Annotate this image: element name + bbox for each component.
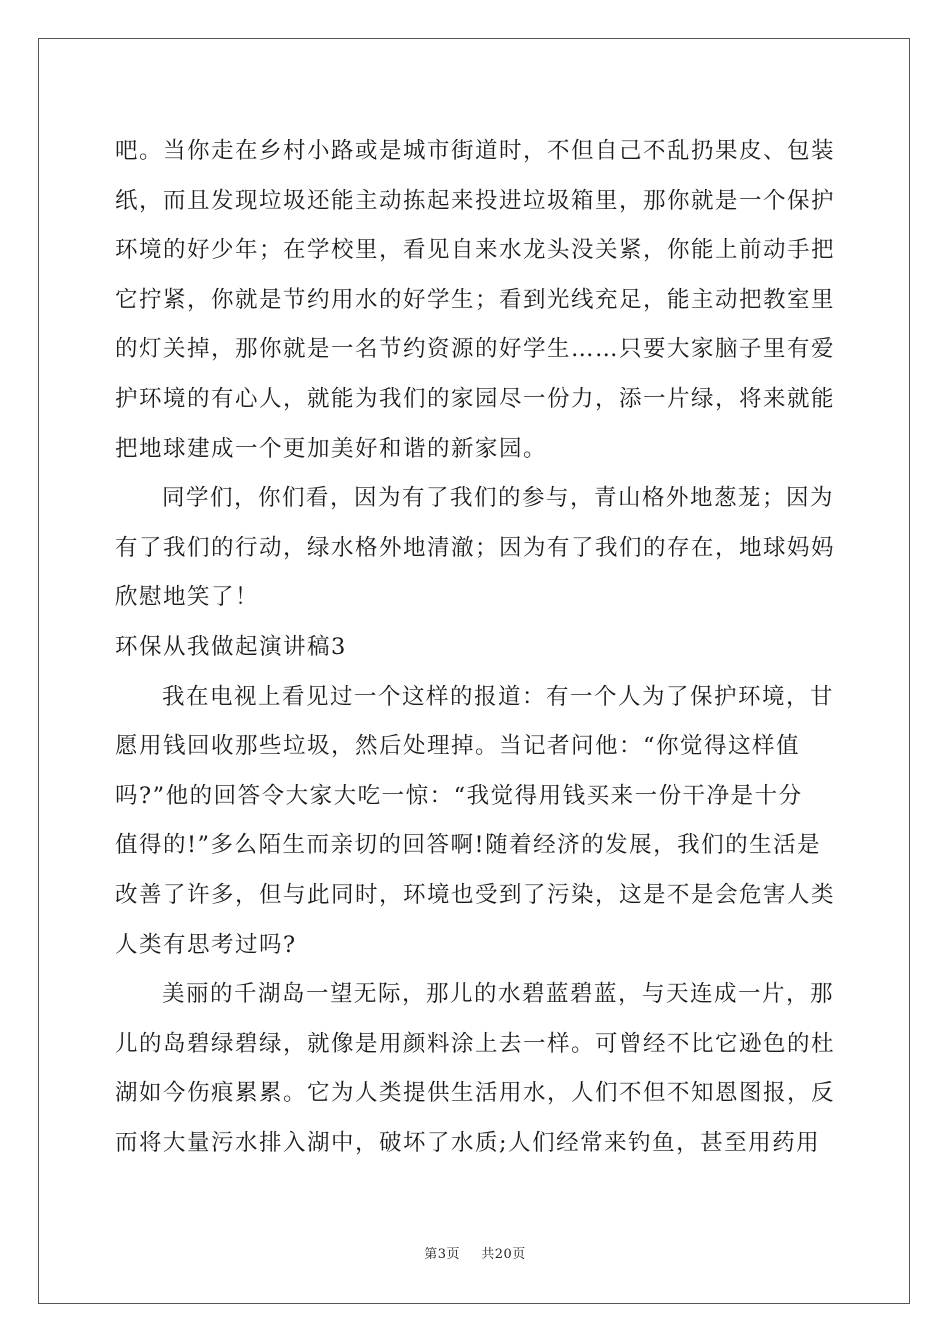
page-number: 第3页	[424, 1247, 460, 1262]
text-line: 值得的!”多么陌生而亲切的回答啊!随着经济的发展，我们的生活是	[115, 832, 822, 859]
text-line: 人类有思考过吗?	[115, 931, 297, 958]
text-line: 美丽的千湖岛一望无际，那儿的水碧蓝碧蓝，与天连成一片，那	[162, 981, 835, 1008]
text-line: 有了我们的行动，绿水格外地清澈；因为有了我们的存在，地球妈妈	[115, 534, 836, 561]
text-line: 护环境的有心人，就能为我们的家园尽一份力，添一片绿，将来就能	[115, 385, 836, 412]
text-line: 环境的好少年；在学校里，看见自来水龙头没关紧，你能上前动手把	[115, 237, 836, 264]
text-line: 湖如今伤痕累累。它为人类提供生活用水，人们不但不知恩图报，反	[115, 1080, 836, 1107]
text-line: 而将大量污水排入湖中，破坏了水质;人们经常来钓鱼，甚至用药用	[115, 1129, 821, 1156]
text-line: 愿用钱回收那些垃圾，然后处理掉。当记者问他：“你觉得这样值	[115, 733, 801, 760]
text-line: 把地球建成一个更加美好和谐的新家园。	[115, 435, 548, 462]
text-line: 纸，而且发现垃圾还能主动拣起来投进垃圾箱里，那你就是一个保护	[115, 187, 836, 214]
text-line: 欣慰地笑了！	[115, 584, 260, 611]
text-line: 环保从我做起演讲稿3	[115, 633, 347, 660]
text-line: 改善了许多，但与此同时，环境也受到了污染，这是不是会危害人类	[115, 881, 836, 908]
text-line: 吗?”他的回答令大家大吃一惊：“我觉得用钱买来一份干净是十分	[115, 782, 803, 809]
document-body	[115, 127, 837, 1168]
text-line: 的灯关掉，那你就是一名节约资源的好学生……只要大家脑子里有爱	[115, 336, 836, 363]
page-footer	[0, 1243, 950, 1262]
text-line: 吧。当你走在乡村小路或是城市街道时，不但自己不乱扔果皮、包装	[115, 138, 836, 164]
text-line: 同学们，你们看，因为有了我们的参与，青山格外地葱茏；因为	[162, 485, 835, 512]
text-line: 它拧紧，你就是节约用水的好学生；看到光线充足，能主动把教室里	[115, 286, 836, 313]
text-line: 我在电视上看见过一个这样的报道：有一个人为了保护环境，甘	[162, 683, 835, 710]
text-line: 儿的岛碧绿碧绿，就像是用颜料涂上去一样。可曾经不比它逊色的杜	[115, 1030, 836, 1057]
page-total: 共20页	[481, 1247, 526, 1262]
